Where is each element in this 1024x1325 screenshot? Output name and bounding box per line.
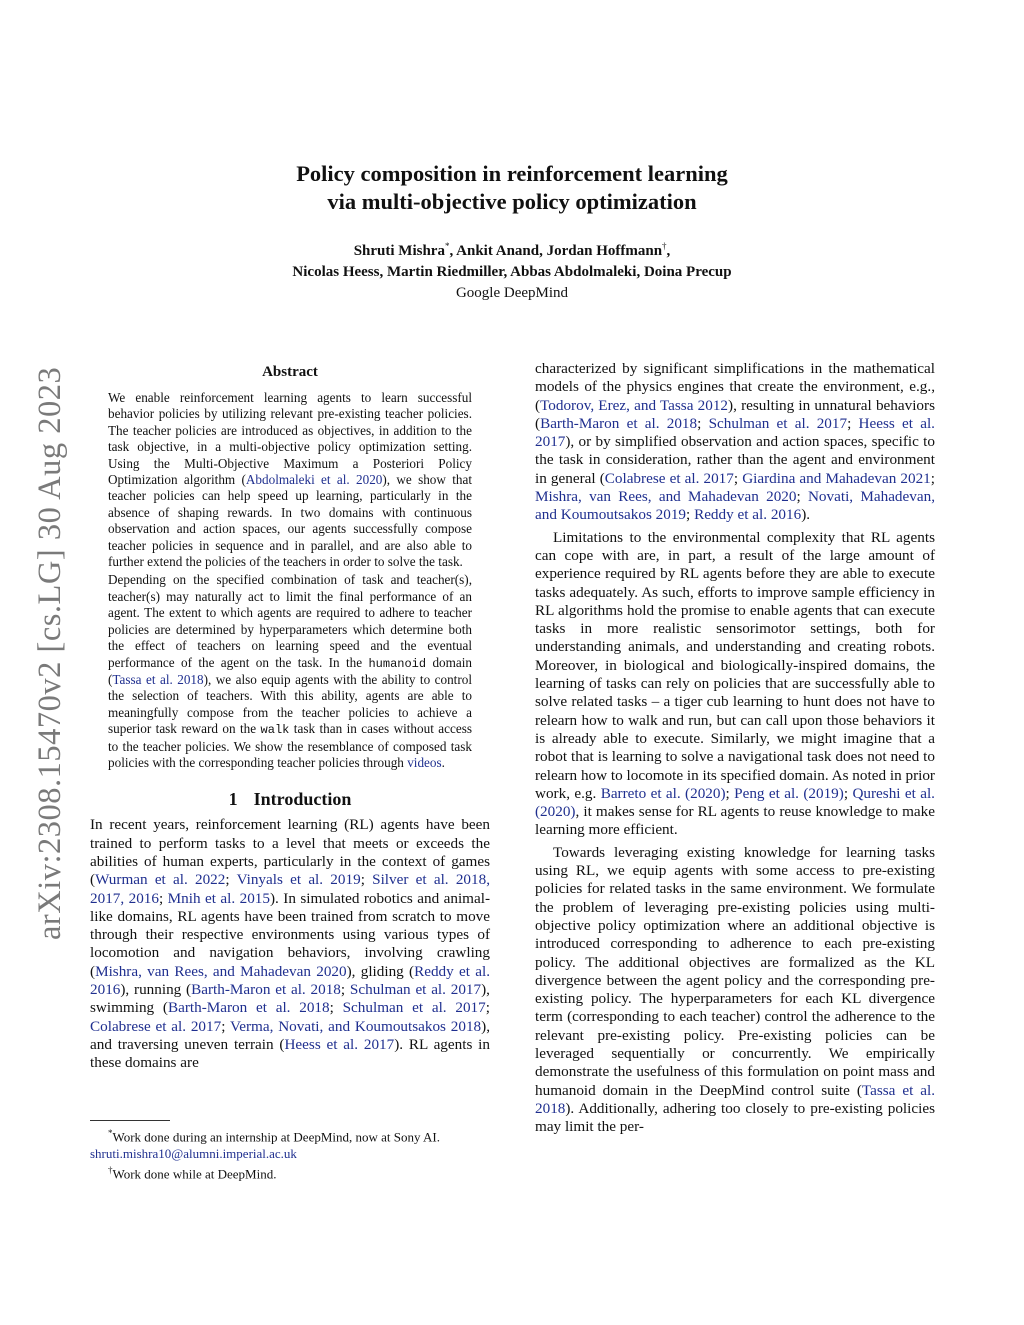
text: ). RL agents in these domains are: [90, 1035, 490, 1072]
text: ;: [485, 999, 490, 1017]
text: ;: [340, 981, 350, 999]
abstract-paragraph-1: [108, 390, 472, 570]
section-heading-introduction: [90, 789, 490, 810]
affiliation: Google DeepMind: [455, 285, 569, 301]
citation-link[interactable]: Barth-Maron et al. 2018: [167, 999, 330, 1017]
citation-link[interactable]: Heess et al. 2017: [535, 414, 935, 451]
text: ;: [796, 488, 808, 506]
citation-link[interactable]: Schulman et al. 2017: [349, 981, 482, 999]
text: ), resulting in unnatural behaviors (: [535, 396, 935, 432]
citation-link[interactable]: Heess et al. 2017: [284, 1035, 395, 1053]
citation-link[interactable]: Reddy et al. 2016: [90, 962, 490, 999]
intro-paragraph-1: [90, 816, 490, 1072]
text: ;: [843, 784, 853, 802]
author-names: , Ankit Anand, Jordan Hoffmann: [449, 243, 663, 259]
text: ), running (: [120, 981, 192, 999]
text: ). Additionally, adhering too closely to pre-existing policies may limit the per-: [535, 1099, 935, 1136]
citation-link[interactable]: Colabrese et al. 2017: [604, 469, 734, 487]
text: ), we also equip agents with the ability to control the selection of teachers. With this ability, agents are able to meaningfully compose from the teacher policies to achieve a superior task reward on the: [108, 671, 472, 737]
citation-link[interactable]: Peng et al. (2019): [734, 784, 844, 802]
text: Towards leveraging existing knowledge for learning tasks using RL, we equip agents with some access to pre-existing policies for related tasks in the same environment. We formulate the problem of leveraging pre-existing policies using multi-objective policy optimization where an additional objective is introduced corresponding to adherence to each pre-existing policy. The additional objectives are formalized as the KL divergence between the agent policy and the corresponding pre-existing policy. The hyperparameters for each KL divergence term (corresponding to each teacher) control the adherence to the relevant pre-existing policy. Pre-existing policies can be leveraged sequentially or concurrently. We empirically demonstrate the usefulness of this formulation on point mass and humanoid domain in the DeepMind control suite (: [535, 843, 935, 1099]
citation-link[interactable]: Tassa et al. 2018: [112, 671, 204, 687]
citation-link[interactable]: Mishra, van Rees, and Mahadevan 2020: [95, 962, 347, 980]
footnotes: [90, 1120, 490, 1183]
title-line-1: Policy composition in reinforcement learning: [296, 161, 728, 186]
text: ;: [159, 889, 168, 907]
citation-link[interactable]: Barth-Maron et al. 2018: [191, 981, 341, 999]
code-term: walk: [260, 723, 290, 738]
text: , it makes sense for RL agents to reuse knowledge to make learning more efficient.: [535, 803, 935, 839]
text: ;: [360, 871, 373, 889]
text: Work done during an internship at DeepMind, now at Sony AI.: [112, 1129, 441, 1145]
citation-link[interactable]: Schulman et al. 2017: [708, 414, 848, 432]
text: ;: [725, 784, 735, 802]
intro-paragraph-3: [535, 844, 935, 1137]
citation-link[interactable]: Colabrese et al. 2017: [90, 1017, 222, 1035]
text: .: [441, 754, 445, 770]
text: domain (: [108, 654, 472, 687]
citation-link[interactable]: Schulman et al. 2017: [342, 999, 486, 1017]
text: task than in cases without access to the teacher policies. We show the resemblance of composed task policies with the corresponding teacher policies through: [108, 721, 472, 770]
author-name: Shruti Mishra: [353, 243, 445, 259]
citation-link[interactable]: Barth-Maron et al. 2018: [540, 414, 698, 432]
section-title: Introduction: [253, 789, 352, 810]
footnote-mark: †: [662, 241, 667, 251]
citation-link[interactable]: Mishra, van Rees, and Mahadevan 2020: [535, 488, 797, 506]
abstract-heading: Abstract: [262, 364, 318, 380]
citation-link[interactable]: Vinyals et al. 2019: [236, 871, 361, 889]
code-term: humanoid: [368, 656, 427, 671]
footnote-rule: [90, 1120, 170, 1121]
authors-line-1: Shruti Mishra*, Ankit Anand, Jordan Hoffmann†,: [353, 241, 671, 259]
citation-link[interactable]: Novati, Mahadevan, and Koumoutsakos 2019: [535, 488, 935, 524]
abstract-paragraph-2: [108, 572, 472, 771]
citation-link[interactable]: Tassa et al. 2018: [535, 1081, 935, 1117]
text: ), and traversing uneven terrain (: [90, 1017, 491, 1053]
text: ;: [221, 1017, 230, 1035]
text: ;: [329, 999, 343, 1017]
right-column: [535, 360, 935, 1136]
footnote-1: [90, 1125, 490, 1145]
citation-link[interactable]: Silver et al. 2018, 2017, 2016: [90, 871, 490, 907]
footnote-mark: †: [108, 1165, 113, 1176]
left-column: [90, 360, 490, 1073]
paper-title: [0, 160, 1024, 216]
footnote-mark: *: [444, 241, 450, 251]
text: ), we show that teacher policies can help speed up learning, particularly in the absence of shaping rewards. In two domains with continuous observation and action spaces, our agents successfully compose teacher policies in sequence and in parallel, and are also able to further extend the policies of the teachers in order to solve the task.: [108, 472, 473, 570]
text: ;: [733, 469, 743, 487]
text: ;: [225, 871, 237, 889]
text: ).: [801, 506, 811, 524]
footnote-2: [90, 1162, 490, 1182]
citation-link[interactable]: Wurman et al. 2022: [95, 871, 226, 889]
arxiv-stamp: arXiv:2308.15470v2 [cs.LG] 30 Aug 2023: [32, 366, 68, 940]
intro-paragraph-1-continued: [535, 360, 935, 525]
citation-link[interactable]: Todorov, Erez, and Tassa 2012: [540, 396, 729, 414]
citation-link[interactable]: Qureshi et al. (2020): [535, 784, 935, 821]
intro-paragraph-2: [535, 529, 935, 840]
text: ), gliding (: [346, 962, 415, 980]
text: ;: [686, 506, 695, 524]
title-line-2: via multi-objective policy optimization: [327, 189, 697, 214]
citation-link[interactable]: Verma, Novati, and Koumoutsakos 2018: [229, 1017, 482, 1035]
text: We enable reinforcement learning agents to learn successful behavior policies by utilizing relevant pre-existing teacher policies. The teacher policies are introduced as objectives, in addition to the task objective, in a multi-objective policy optimization setting. Using the Multi-Objective Maximum a Posteriori Policy Optimization algorithm (: [108, 390, 472, 488]
citation-link[interactable]: Abdolmaleki et al. 2020: [245, 472, 383, 488]
section-number: 1: [228, 789, 238, 810]
authors-line-2: Nicolas Heess, Martin Riedmiller, Abbas Abdolmaleki, Doina Precup: [292, 264, 732, 280]
text: ). In simulated robotics and animal-like domains, RL agents have been trained from scratch to move through their respective environments using various types of locomotion and navigation behaviors, involving crawling (: [90, 889, 490, 980]
text: characterized by significant simplifications in the mathematical models of the physics engines that create the environment, e.g., (: [535, 360, 935, 414]
text: In recent years, reinforcement learning (RL) agents have been trained to perform tasks to a level that meets or exceeds the abilities of human experts, particularly in the context of games (: [90, 816, 490, 889]
footnote-mark: *: [108, 1128, 113, 1138]
citation-link[interactable]: Reddy et al. 2016: [694, 506, 802, 524]
text: ;: [697, 414, 709, 432]
text: Limitations to the environmental complexity that RL agents can cope with are, in part, a result of the large amount of experience required by RL agents before they are able to execute tasks adequately. As such, efforts to improve sample efficiency in RL algorithms hold the promise to enable agents that can execute tasks in more realistic sensorimotor settings, both for understanding animals, and understanding and creating robots. Moreover, in biological and biologically-inspired domains, the learning of tasks can rely on policies that are successfully able to solve related tasks – a tiger cub learning to hunt does not have to relearn how to walk and run, but can call upon those behaviors it is already able to execute. Similarly, we might imagine that a robot that is learning to solve a navigational task does not need to relearn how to locomote in its specified domain. As noted in prior work, e.g.: [535, 528, 935, 802]
videos-link[interactable]: videos: [407, 754, 442, 770]
email-link[interactable]: shruti.mishra10@alumni.imperial.ac.uk: [90, 1146, 297, 1162]
text: ;: [930, 469, 935, 487]
author-list: [0, 236, 1024, 283]
citation-link[interactable]: Barreto et al. (2020): [600, 784, 726, 802]
citation-link[interactable]: Giardina and Mahadevan 2021: [742, 469, 931, 487]
text: ;: [847, 414, 859, 432]
text: ), or by simplified observation and action spaces, specific to the task in consideration, rather than the agent and environment in general (: [535, 433, 935, 487]
footnote-1-email: [90, 1145, 490, 1162]
text: Work done while at DeepMind.: [112, 1166, 277, 1182]
text: ), swimming (: [90, 981, 490, 1017]
text: Depending on the specified combination of task and teacher(s), teacher(s) may naturally act to limit the final performance of an agent. The extent to which agents are required to adhere to teacher policies are determined by hyperparameters which determine both the effect of teachers on learning speed and the eventual performance of the agent on the task. In the: [108, 572, 472, 670]
citation-link[interactable]: Mnih et al. 2015: [167, 889, 270, 907]
